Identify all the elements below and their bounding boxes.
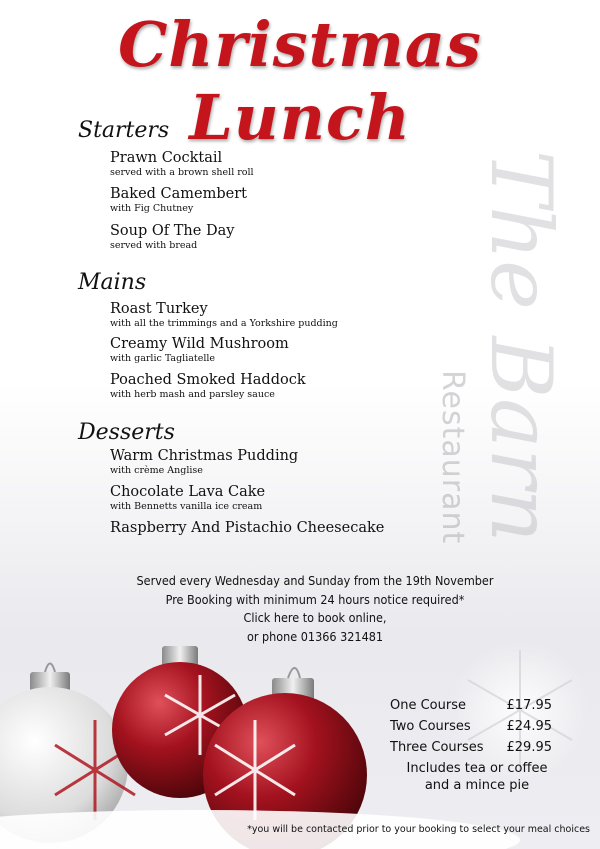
watermark-restaurant-subtitle: Restaurant <box>435 370 470 545</box>
section-title-starters: Starters <box>78 118 170 143</box>
menu-item-name: Soup Of The Day <box>110 223 235 239</box>
menu-item-name: Baked Camembert <box>110 186 247 202</box>
includes-note <box>382 760 572 794</box>
section-title-desserts: Desserts <box>78 420 175 445</box>
menu-item-description: with Bennetts vanilla ice cream <box>110 501 263 512</box>
price-list <box>382 695 582 794</box>
menu-item-name: Poached Smoked Haddock <box>110 372 306 388</box>
menu-item-name: Chocolate Lava Cake <box>110 484 266 500</box>
price-amount: £17.95 <box>506 698 552 713</box>
price-label: Three Courses <box>390 740 484 755</box>
page-title: Christmas Lunch <box>118 8 482 154</box>
menu-item <box>110 150 254 179</box>
section-title-mains: Mains <box>78 270 147 295</box>
phone-number-text: or phone 01366 321481 <box>246 628 384 644</box>
watermark-restaurant-name: The Barn <box>472 150 570 543</box>
menu-item <box>110 301 338 330</box>
menu-item <box>110 484 265 513</box>
footnote: *you will be contacted prior to your booking to select your meal choices <box>247 824 590 835</box>
book-online-link[interactable]: Click here to book online, <box>243 610 387 625</box>
price-amount: £24.95 <box>506 719 552 734</box>
menu-item <box>110 448 298 477</box>
menu-item-name: Raspberry And Pistachio Cheesecake <box>110 520 385 536</box>
price-row <box>382 737 582 758</box>
serving-days-text: Served every Wednesday and Sunday from the 19th November <box>136 573 494 588</box>
price-amount: £29.95 <box>506 740 552 755</box>
menu-item-description: with herb mash and parsley sauce <box>110 389 275 400</box>
price-row <box>382 716 582 737</box>
menu-item-name: Warm Christmas Pudding <box>110 448 299 464</box>
price-label: One Course <box>390 698 466 713</box>
price-label: Two Courses <box>390 719 471 734</box>
menu-item-name: Prawn Cocktail <box>110 150 223 166</box>
price-row <box>382 695 582 716</box>
menu-item-description: with Fig Chutney <box>110 203 194 214</box>
menu-item <box>110 520 384 537</box>
menu-item-name: Roast Turkey <box>110 301 208 317</box>
booking-info <box>100 572 530 646</box>
menu-item <box>110 223 234 252</box>
menu-item-description: with all the trimmings and a Yorkshire pudding <box>110 318 338 329</box>
menu-item-description: with garlic Tagliatelle <box>110 353 216 364</box>
includes-line-2: and a mince pie <box>424 778 530 793</box>
includes-line-1: Includes tea or coffee <box>406 761 548 776</box>
menu-item-name: Creamy Wild Mushroom <box>110 336 289 352</box>
menu-item <box>110 186 247 215</box>
menu-item <box>110 336 289 365</box>
prebooking-notice-text: Pre Booking with minimum 24 hours notice required* <box>165 591 465 607</box>
menu-item-description: served with a brown shell roll <box>110 167 254 178</box>
menu-item-description: with crème Anglise <box>110 465 203 476</box>
menu-item <box>110 372 306 401</box>
menu-item-description: served with bread <box>110 240 198 251</box>
